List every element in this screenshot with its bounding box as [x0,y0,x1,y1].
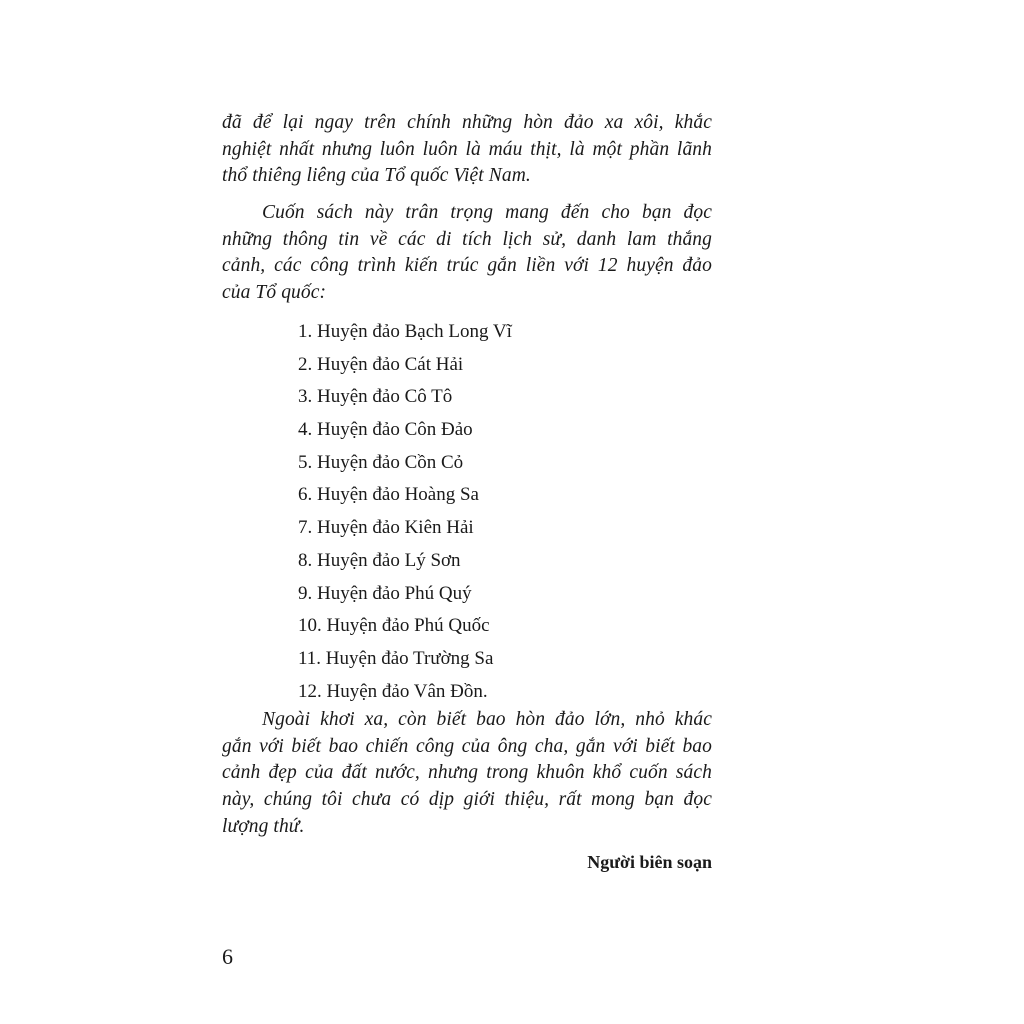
page-number: 6 [222,944,233,969]
list-item: 4. Huyện đảo Côn Đảo [298,419,473,441]
author-signature: Người biên soạn [587,852,712,872]
paragraph-line: Ngoài khơi xa, còn biết bao hòn đảo lớn, nhỏ khác [262,709,712,730]
list-item: 3. Huyện đảo Cô Tô [298,386,453,408]
paragraph-line: đã để lại ngay trên chính những hòn đảo xa xôi, khắc [222,112,712,133]
paragraph-closing [222,707,712,841]
paragraph-line: của Tổ quốc: [222,282,327,304]
paragraph-intro-continued [222,110,712,190]
list-item: 11. Huyện đảo Trường Sa [298,647,494,669]
paragraph-line: Cuốn sách này trân trọng mang đến cho bạn đọc [262,202,712,223]
paragraph-line: nghiệt nhất nhưng luôn luôn là máu thịt, là một phần lãnh [222,138,712,160]
list-item: 10. Huyện đảo Phú Quốc [298,615,490,637]
list-item: 6. Huyện đảo Hoàng Sa [298,484,479,506]
paragraph-line: thổ thiêng liêng của Tổ quốc Việt Nam. [222,165,531,187]
list-item: 9. Huyện đảo Phú Quý [298,582,472,604]
paragraph-line: gắn với biết bao chiến công của ông cha, gắn với biết bao [222,735,712,757]
list-item: 1. Huyện đảo Bạch Long Vĩ [298,321,512,342]
paragraph-line: cảnh, các công trình kiến trúc gắn liền với 12 huyện đảo [222,255,712,277]
paragraph-book-purpose [222,200,712,307]
paragraph-line: những thông tin về các di tích lịch sử, danh lam thắng [222,228,712,250]
list-item: 7. Huyện đảo Kiên Hải [298,517,474,539]
list-item: 2. Huyện đảo Cát Hải [298,353,464,375]
list-item: 8. Huyện đảo Lý Sơn [298,549,461,571]
list-item: 12. Huyện đảo Vân Đồn. [298,680,488,702]
island-district-list [298,316,512,708]
paragraph-line: này, chúng tôi chưa có dịp giới thiệu, rất mong bạn đọc [222,789,712,811]
paragraph-line: lượng thứ. [222,815,305,837]
list-item: 5. Huyện đảo Cồn Cỏ [298,451,464,473]
paragraph-line: cảnh đẹp của đất nước, nhưng trong khuôn khổ cuốn sách [222,762,712,784]
